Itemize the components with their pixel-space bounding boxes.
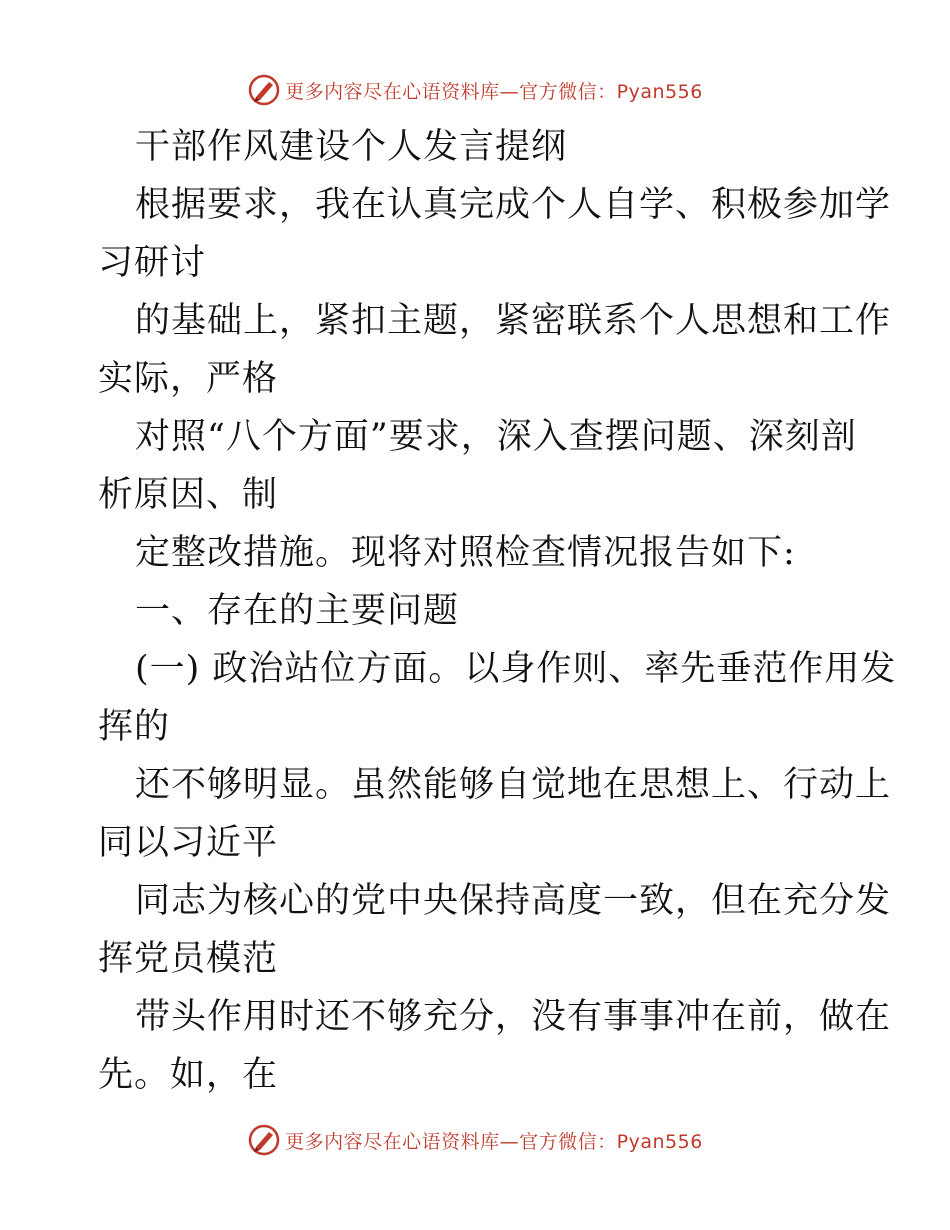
text-line: 先。如，在	[98, 1055, 279, 1095]
pen-logo-icon	[247, 73, 281, 107]
text-line: 对照“八个方面”要求，深入查摆问题、深刻剖	[135, 417, 857, 457]
text-line: 挥党员模范	[98, 939, 279, 979]
text-line: 实际，严格	[98, 359, 279, 399]
document-body	[98, 118, 897, 1104]
text-line: 的基础上，紧扣主题，紧密联系个人思想和工作	[135, 301, 892, 341]
banner-text: 更多内容尽在心语资料库—官方微信：Pyan556	[285, 1130, 703, 1153]
text-line: 习研讨	[98, 243, 207, 283]
text-line: 同志为核心的党中央保持高度一致，但在充分发	[135, 881, 892, 921]
text-line: 挥的	[98, 707, 171, 747]
header-banner	[0, 70, 950, 110]
text-line: 根据要求，我在认真完成个人自学、积极参加学	[135, 185, 892, 225]
text-line: 析原因、制	[98, 475, 279, 515]
pen-logo-icon	[247, 1123, 281, 1157]
banner-text: 更多内容尽在心语资料库—官方微信：Pyan556	[285, 80, 703, 103]
text-line: 带头作用时还不够充分，没有事事冲在前，做在	[135, 997, 892, 1037]
text-line: 同以习近平	[98, 823, 279, 863]
footer-banner	[0, 1120, 950, 1160]
text-line: 一、存在的主要问题	[135, 591, 460, 631]
text-line: 还不够明显。虽然能够自觉地在思想上、行动上	[135, 765, 892, 805]
text-line: 定整改措施。现将对照检查情况报告如下:	[135, 533, 796, 573]
text-line: (一) 政治站位方面。以身作则、率先垂范作用发	[135, 649, 897, 689]
text-line: 干部作风建设个人发言提纲	[135, 127, 568, 167]
